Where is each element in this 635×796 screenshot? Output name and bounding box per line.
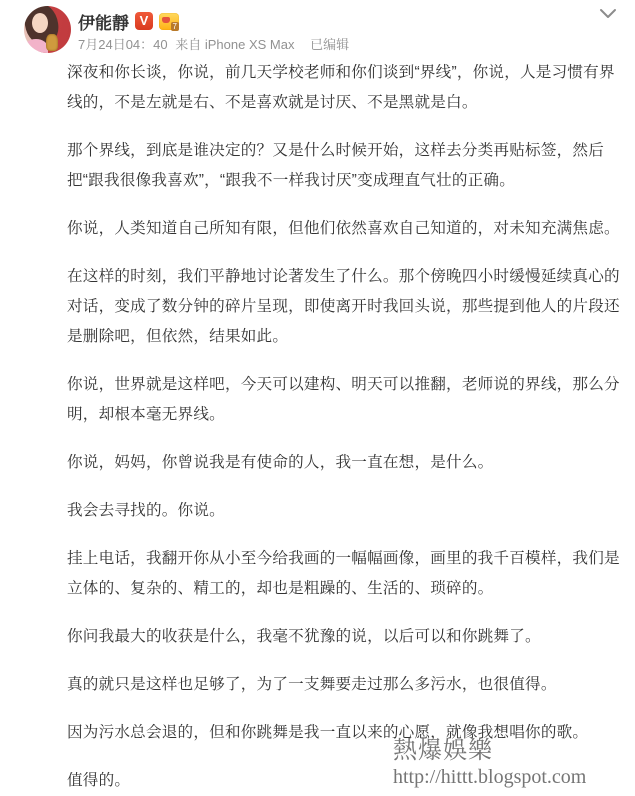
post-paragraph: 你说，人类知道自己所知有限，但他们依然喜欢自己知道的，对未知充满焦虑。 [67,220,620,237]
post-content [0,56,635,796]
post-date: 7月24日04：40 [78,37,168,52]
verified-v-icon: V [135,12,153,30]
avatar-face [32,13,48,33]
membership-icon [159,13,179,30]
post-paragraph: 你说，世界就是这样吧，今天可以建构、明天可以推翻，老师说的界线，那么分明，却根本毫无界线。 [67,376,620,423]
avatar-ornament [46,34,58,51]
post-header [0,0,635,56]
post-paragraph: 你问我最大的收获是什么，我毫不犹豫的说，以后可以和你跳舞了。 [67,628,541,645]
post-paragraph: 在这样的时刻，我们平静地讨论著发生了什么。那个傍晚四小时缓慢延续真心的对话，变成了数分钟的碎片呈现，即使离开时我回头说，那些提到他人的片段还是删除吧，但依然，结果如此。 [67,268,620,345]
avatar-dress [24,39,48,53]
post-paragraph: 我会去寻找的。你说。 [67,502,225,519]
post-paragraph: 那个界线，到底是谁决定的？又是什么时候开始，这样去分类再贴标签，然后把“跟我很像我喜欢”，“跟我不一样我讨厌”变成理直气壮的正确。 [67,142,604,189]
post-paragraph: 挂上电话，我翻开你从小至今给我画的一幅幅画像，画里的我千百模样，我们是立体的、复杂的、精工的，却也是粗躁的、生活的、琐碎的。 [67,550,620,597]
avatar[interactable] [24,6,71,53]
post-meta [78,34,349,53]
watermark [393,738,586,789]
post-paragraph: 深夜和你长谈，你说，前几天学校老师和你们谈到“界线”，你说，人是习惯有界线的，不是左就是右、不是喜欢就是讨厌、不是黑就是白。 [67,64,615,111]
membership-level: 7 [172,21,177,31]
post-paragraph: 你说，妈妈，你曾说我是有使命的人，我一直在想，是什么。 [67,454,494,471]
author-name[interactable]: 伊能靜 [78,13,129,33]
post-source-link[interactable]: 来自 iPhone XS Max [175,37,295,52]
post-paragraph: 因为污水总会退的，但和你跳舞是我一直以来的心愿，就像我想唱你的歌。 [67,724,589,741]
watermark-title: 熱爆娛樂 [393,738,493,764]
author-line [78,10,179,32]
chevron-down-icon[interactable] [599,7,617,21]
post-paragraph: 值得的。 [67,772,131,789]
edited-label: 已编辑 [310,37,350,52]
post-paragraph: 真的就只是这样也足够了，为了一支舞要走过那么多污水，也很值得。 [67,676,557,693]
watermark-url: http://hittt.blogspot.com [393,766,587,788]
